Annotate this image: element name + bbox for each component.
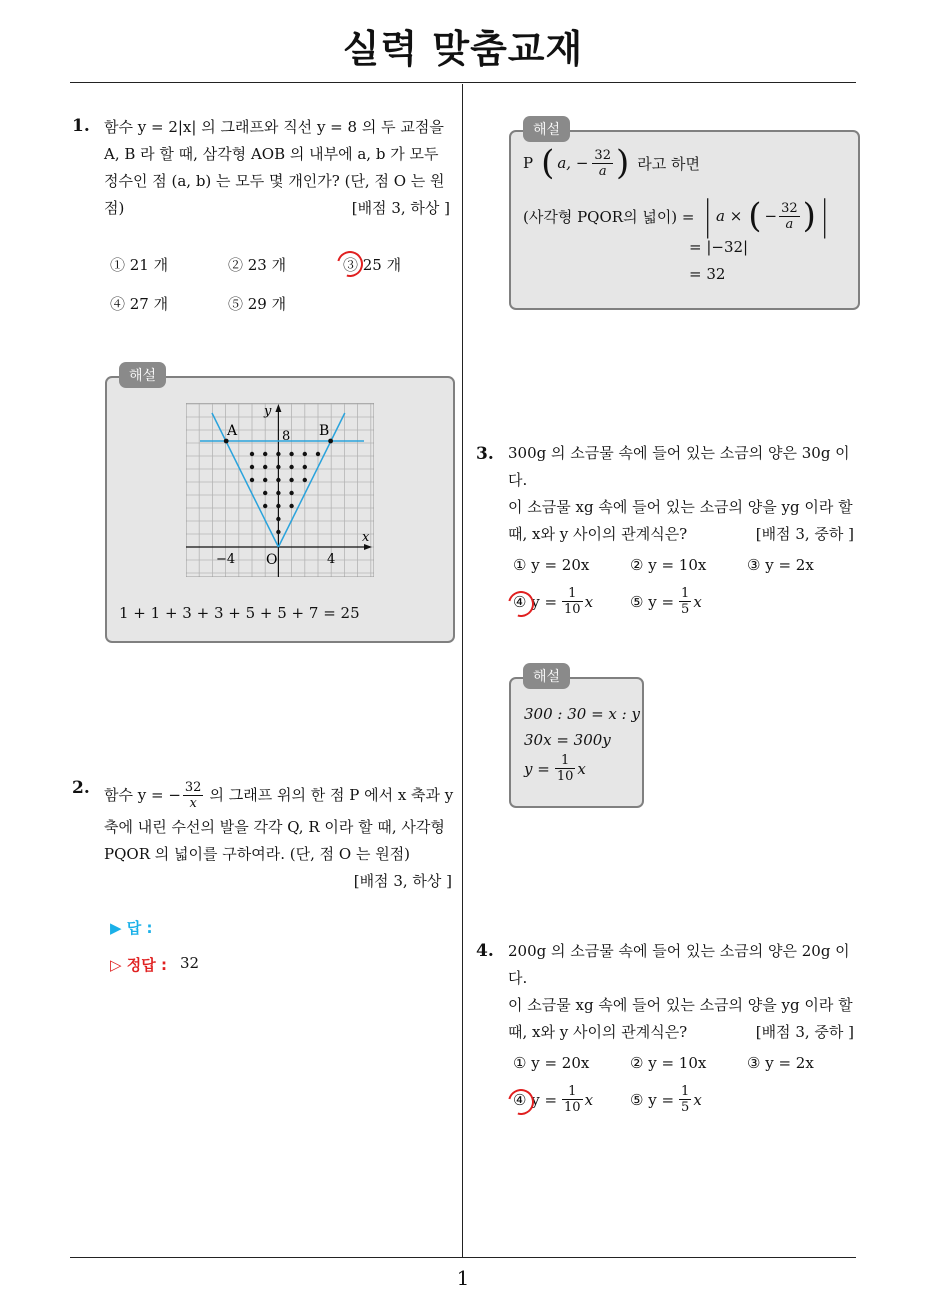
q3-meta: [배점 3, 중하 ] — [755, 525, 854, 543]
q4-text — [508, 938, 860, 1046]
q2-correct-label: ▷ 정답 : — [110, 956, 167, 974]
q1-solution-label: 해설 — [119, 362, 166, 388]
q3-text — [508, 440, 860, 548]
graph-x4-label: 4 — [327, 552, 336, 567]
q3-solution-box — [509, 677, 644, 808]
q2-line: 축에 내린 수선의 발을 각각 Q, R 이라 할 때, 사각형 — [104, 818, 445, 836]
q3-option-1[interactable]: ① y = 20x — [513, 556, 590, 574]
column-divider — [462, 84, 463, 1258]
q2-solution-label: 해설 — [523, 116, 570, 142]
q1-line: A, B 라 할 때, 삼각형 AOB 의 내부에 a, b 가 모두 — [104, 145, 439, 163]
q3-sol-line-2: 30x = 300y — [524, 731, 611, 749]
q4-option-5[interactable]: ⑤ y = $\frac{1}{5}$ x — [630, 1084, 702, 1115]
q3-line: 이 소금물 xg 속에 들어 있는 소금의 양을 yg 이라 할 — [508, 498, 853, 516]
q4-option-1[interactable]: ① y = 20x — [513, 1054, 590, 1072]
q1-line: 함수 y = 2|x| 의 그래프와 직선 y = 8 의 두 교점을 — [104, 118, 444, 136]
q1-option-4[interactable]: ④ 27 개 — [110, 295, 169, 313]
q2-solution-box — [509, 130, 860, 310]
q3-solution-label: 해설 — [523, 663, 570, 689]
q2-line1-pre: 함수 y = − — [104, 785, 181, 804]
q4-number: 4. — [476, 941, 494, 961]
q4-option-4[interactable]: ④ y = $\frac{1}{10}$ x — [513, 1084, 594, 1115]
q1-solution-sum: 1 + 1 + 3 + 3 + 5 + 5 + 7 = 25 — [119, 604, 360, 622]
q2-sol-line-3: = |−32| — [689, 238, 749, 256]
q3-option-3[interactable]: ③ y = 2x — [747, 556, 814, 574]
graph-point-a: A — [227, 423, 238, 439]
graph-y-label: y — [264, 404, 272, 419]
graph-xneg4-label: −4 — [216, 552, 236, 567]
q4-option-3[interactable]: ③ y = 2x — [747, 1054, 814, 1072]
q2-meta: [배점 3, 하상 ] — [353, 872, 452, 890]
graph-origin-label: O — [266, 552, 278, 568]
footer-rule — [70, 1257, 856, 1258]
header-rule — [70, 82, 856, 83]
q1-option-1[interactable]: ① 21 개 — [110, 256, 169, 274]
q1-graph — [186, 403, 374, 577]
q4-option-2[interactable]: ② y = 10x — [630, 1054, 707, 1072]
graph-y8-label: 8 — [282, 429, 291, 444]
answer-circle-mark — [332, 246, 368, 282]
q4-line: 이 소금물 xg 속에 들어 있는 소금의 양을 yg 이라 할 — [508, 996, 853, 1014]
q1-solution-box — [105, 376, 455, 643]
q1-option-5[interactable]: ⑤ 29 개 — [228, 295, 287, 313]
q2-line1-post: 의 그래프 위의 한 점 P 에서 x 축과 y — [209, 785, 454, 804]
q2-line: PQOR 의 넓이를 구하여라. (단, 점 O 는 원점) — [104, 845, 411, 863]
q3-line: 때, x와 y 사이의 관계식은? — [508, 525, 688, 543]
q2-sol-line-4: = 32 — [689, 265, 726, 283]
q1-option-3[interactable]: ③ 25 개 — [343, 256, 402, 274]
q1-line: 정수인 점 (a, b) 는 모두 몇 개인가? (단, 점 O 는 원 — [104, 172, 445, 190]
q2-line-1 — [104, 776, 456, 814]
q2-number: 2. — [72, 778, 90, 798]
q3-sol-line-1: 300 : 30 = x : y — [524, 705, 640, 723]
q2-sol-line-2: (사각형 PQOR의 넓이) = | a × ( − $\frac{32}{a}$ ) | — [523, 193, 828, 239]
page-number: 1 — [456, 1266, 470, 1290]
q4-line: 200g 의 소금물 속에 들어 있는 소금의 양은 20g 이다. — [508, 942, 850, 987]
q1-option-2[interactable]: ② 23 개 — [228, 256, 287, 274]
q1-line-last — [104, 195, 456, 222]
q3-option-5[interactable]: ⑤ y = $\frac{1}{5}$ x — [630, 586, 702, 617]
q4-line-last — [508, 1019, 860, 1046]
q2-correct-value: 32 — [180, 954, 200, 972]
q3-option-4[interactable]: ④ y = $\frac{1}{10}$ x — [513, 586, 594, 617]
q4-meta: [배점 3, 중하 ] — [755, 1023, 854, 1041]
q3-number: 3. — [476, 444, 494, 464]
q3-line-last — [508, 521, 860, 548]
q2-text — [104, 776, 456, 895]
q1-line: 점) — [104, 199, 125, 217]
graph-x-label: x — [362, 530, 370, 545]
q3-line: 300g 의 소금물 속에 들어 있는 소금의 양은 30g 이다. — [508, 444, 850, 489]
q4-line: 때, x와 y 사이의 관계식은? — [508, 1023, 688, 1041]
q1-number: 1. — [72, 116, 90, 136]
page-title: 실력 맞춤교재 — [342, 27, 584, 71]
q1-meta: [배점 3, 하상 ] — [351, 199, 450, 217]
q3-sol-line-3: y = $\frac{1}{10}$ x — [524, 753, 586, 784]
q3-option-2[interactable]: ② y = 10x — [630, 556, 707, 574]
q2-sol-line-1: P ( a, − $\frac{32}{a}$ ) 라고 하면 — [523, 143, 700, 183]
q2-answer-label: ▶ 답 : — [110, 919, 153, 937]
q2-fraction: $\frac{32}{x}$ — [184, 779, 202, 811]
q1-text — [104, 114, 456, 222]
graph-point-b: B — [319, 423, 330, 439]
